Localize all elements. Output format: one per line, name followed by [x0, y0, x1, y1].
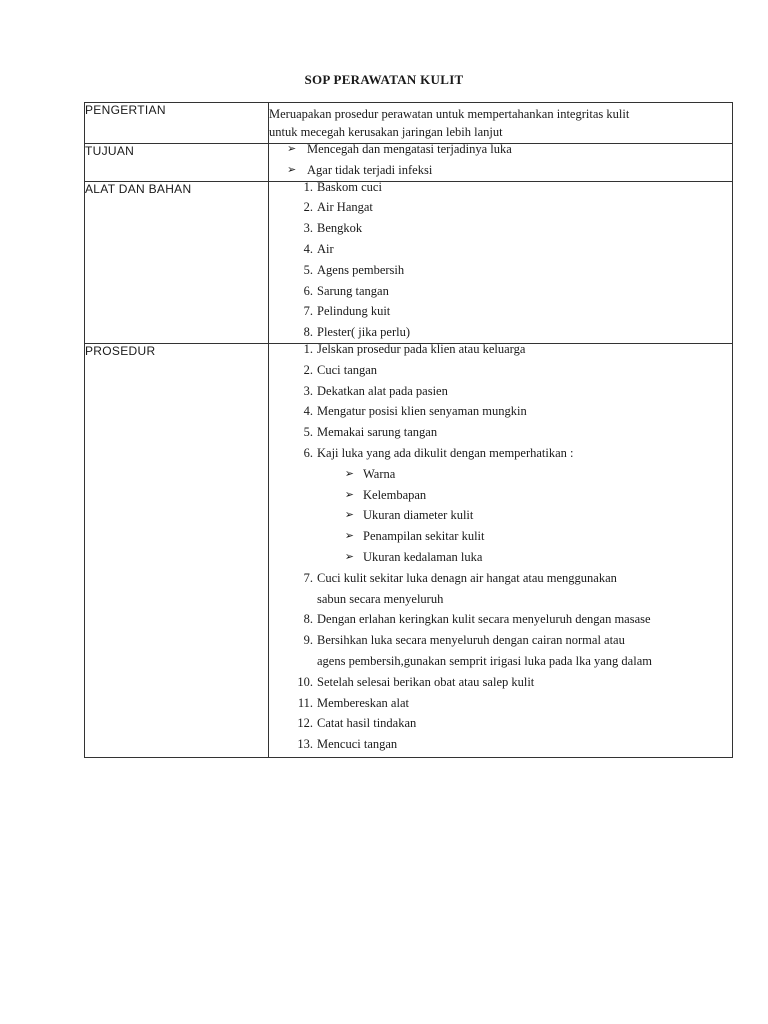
step-text: Cuci tangan — [317, 362, 378, 377]
alat-list-item — [269, 197, 732, 218]
step-number: 13. — [297, 737, 313, 752]
arrow-bullet-icon: ➢ — [287, 143, 297, 155]
item-text: Baskom cuci — [317, 179, 382, 194]
prosedur-step — [269, 422, 732, 443]
step-number: 9. — [303, 633, 313, 648]
step-text: Memakai sarung tangan — [317, 425, 438, 440]
prosedur-sub-item — [269, 526, 732, 547]
sub-item-text: Ukuran diameter kulit — [363, 508, 474, 523]
alat-list-item — [269, 218, 732, 239]
step-number: 7. — [303, 570, 313, 585]
prosedur-sub-item — [269, 464, 732, 485]
step-text: Catat hasil tindakan — [317, 716, 417, 731]
step-text-block — [317, 609, 651, 630]
content-pengertian — [269, 103, 733, 144]
tujuan-item-text: Agar tidak terjadi infeksi — [307, 162, 433, 177]
item-number: 5. — [303, 262, 313, 277]
item-number: 2. — [303, 200, 313, 215]
step-number: 10. — [297, 674, 313, 689]
sub-item-text: Warna — [363, 466, 396, 481]
step-text-block — [317, 734, 397, 755]
label-prosedur: PROSEDUR — [85, 343, 269, 757]
prosedur-step — [269, 734, 732, 755]
step-text: Dekatkan alat pada pasien — [317, 383, 448, 398]
row-pengertian — [85, 103, 733, 144]
step-number: 5. — [303, 425, 313, 440]
step-text: Dengan erlahan keringkan kulit secara menyeluruh dengan masase — [317, 612, 651, 627]
item-number: 6. — [303, 283, 313, 298]
prosedur-sub-item — [269, 505, 732, 526]
step-text-block — [317, 630, 652, 672]
step-text: Mencuci tangan — [317, 737, 398, 752]
alat-list-item — [269, 281, 732, 302]
step-number: 11. — [297, 695, 313, 710]
label-pengertian: PENGERTIAN — [85, 103, 269, 144]
step-text: Cuci kulit sekitar luka denagn air hangat atau menggunakan — [317, 570, 617, 585]
step-text-block — [317, 713, 416, 734]
pengertian-line-1: Meruapakan prosedur perawatan untuk mempertahankan integritas kulit — [269, 107, 630, 121]
row-prosedur — [85, 343, 733, 757]
alat-list-item — [269, 239, 732, 260]
step-number: 3. — [303, 383, 313, 398]
step-text-continued: sabun secara menyeluruh — [317, 591, 444, 606]
document-title: SOP PERAWATAN KULIT — [304, 72, 464, 87]
content-alat-dan-bahan — [269, 181, 733, 343]
item-text: Bengkok — [317, 221, 363, 236]
sub-item-text: Ukuran kedalaman luka — [363, 549, 483, 564]
prosedur-sub-item — [269, 485, 732, 506]
item-number: 7. — [303, 304, 313, 319]
pengertian-line-2: untuk mecegah kerusakan jaringan lebih lanjut — [269, 125, 503, 139]
item-text: Agens pembersih — [317, 262, 405, 277]
item-text: Air Hangat — [317, 200, 373, 215]
sub-item-text: Kelembapan — [363, 487, 427, 502]
prosedur-step — [269, 339, 732, 360]
tujuan-item — [269, 139, 732, 160]
row-tujuan — [85, 144, 733, 182]
item-text: Sarung tangan — [317, 283, 389, 298]
prosedur-step — [269, 713, 732, 734]
row-alat-dan-bahan — [85, 181, 733, 343]
content-prosedur — [269, 343, 733, 757]
step-text: Setelah selesai berikan obat atau salep kulit — [317, 674, 535, 689]
step-number: 2. — [303, 362, 313, 377]
arrow-bullet-icon: ➢ — [344, 488, 354, 501]
step-text: Bersihkan luka secara menyeluruh dengan cairan normal atau — [317, 633, 625, 648]
sop-table — [84, 102, 733, 758]
alat-list-item — [269, 260, 732, 281]
item-number: 8. — [303, 325, 313, 340]
prosedur-step — [269, 609, 732, 630]
step-text-block — [317, 693, 409, 714]
arrow-bullet-icon: ➢ — [344, 550, 354, 563]
label-tujuan: TUJUAN — [85, 144, 269, 182]
prosedur-step — [269, 381, 732, 402]
step-text: Mengatur posisi klien senyaman mungkin — [317, 404, 527, 419]
alat-list-item — [269, 177, 732, 198]
prosedur-step — [269, 443, 732, 464]
sub-item-text: Penampilan sekitar kulit — [363, 529, 485, 544]
step-text-block — [317, 672, 534, 693]
item-number: 4. — [303, 241, 313, 256]
step-text-continued: agens pembersih,gunakan semprit irigasi luka pada lka yang dalam — [317, 653, 652, 668]
step-text: Membereskan alat — [317, 695, 409, 710]
prosedur-step — [269, 672, 732, 693]
step-number: 8. — [303, 612, 313, 627]
step-text-block — [317, 568, 617, 610]
step-text: Jelskan prosedur pada klien atau keluarga — [317, 341, 526, 356]
step-number: 1. — [303, 341, 313, 356]
item-text: Plester( jika perlu) — [317, 325, 411, 340]
alat-list-item — [269, 301, 732, 322]
arrow-bullet-icon: ➢ — [344, 467, 354, 480]
prosedur-step — [269, 630, 732, 672]
arrow-bullet-icon: ➢ — [287, 163, 297, 176]
item-number: 3. — [303, 221, 313, 236]
prosedur-sub-item — [269, 547, 732, 568]
item-text: Air — [317, 241, 334, 256]
tujuan-item-text: Mencegah dan mengatasi terjadinya luka — [307, 142, 512, 156]
prosedur-step — [269, 401, 732, 422]
item-number: 1. — [303, 179, 313, 194]
prosedur-step — [269, 568, 732, 610]
step-text: Kaji luka yang ada dikulit dengan memperhatikan : — [317, 445, 574, 460]
prosedur-step — [269, 360, 732, 381]
item-text: Pelindung kuit — [317, 304, 391, 319]
arrow-bullet-icon: ➢ — [344, 530, 354, 543]
step-number: 12. — [297, 716, 313, 731]
label-alat-dan-bahan: ALAT DAN BAHAN — [85, 181, 269, 343]
arrow-bullet-icon: ➢ — [344, 509, 354, 522]
prosedur-step — [269, 693, 732, 714]
content-tujuan — [269, 144, 733, 182]
step-number: 4. — [303, 404, 313, 419]
step-number: 6. — [303, 445, 313, 460]
